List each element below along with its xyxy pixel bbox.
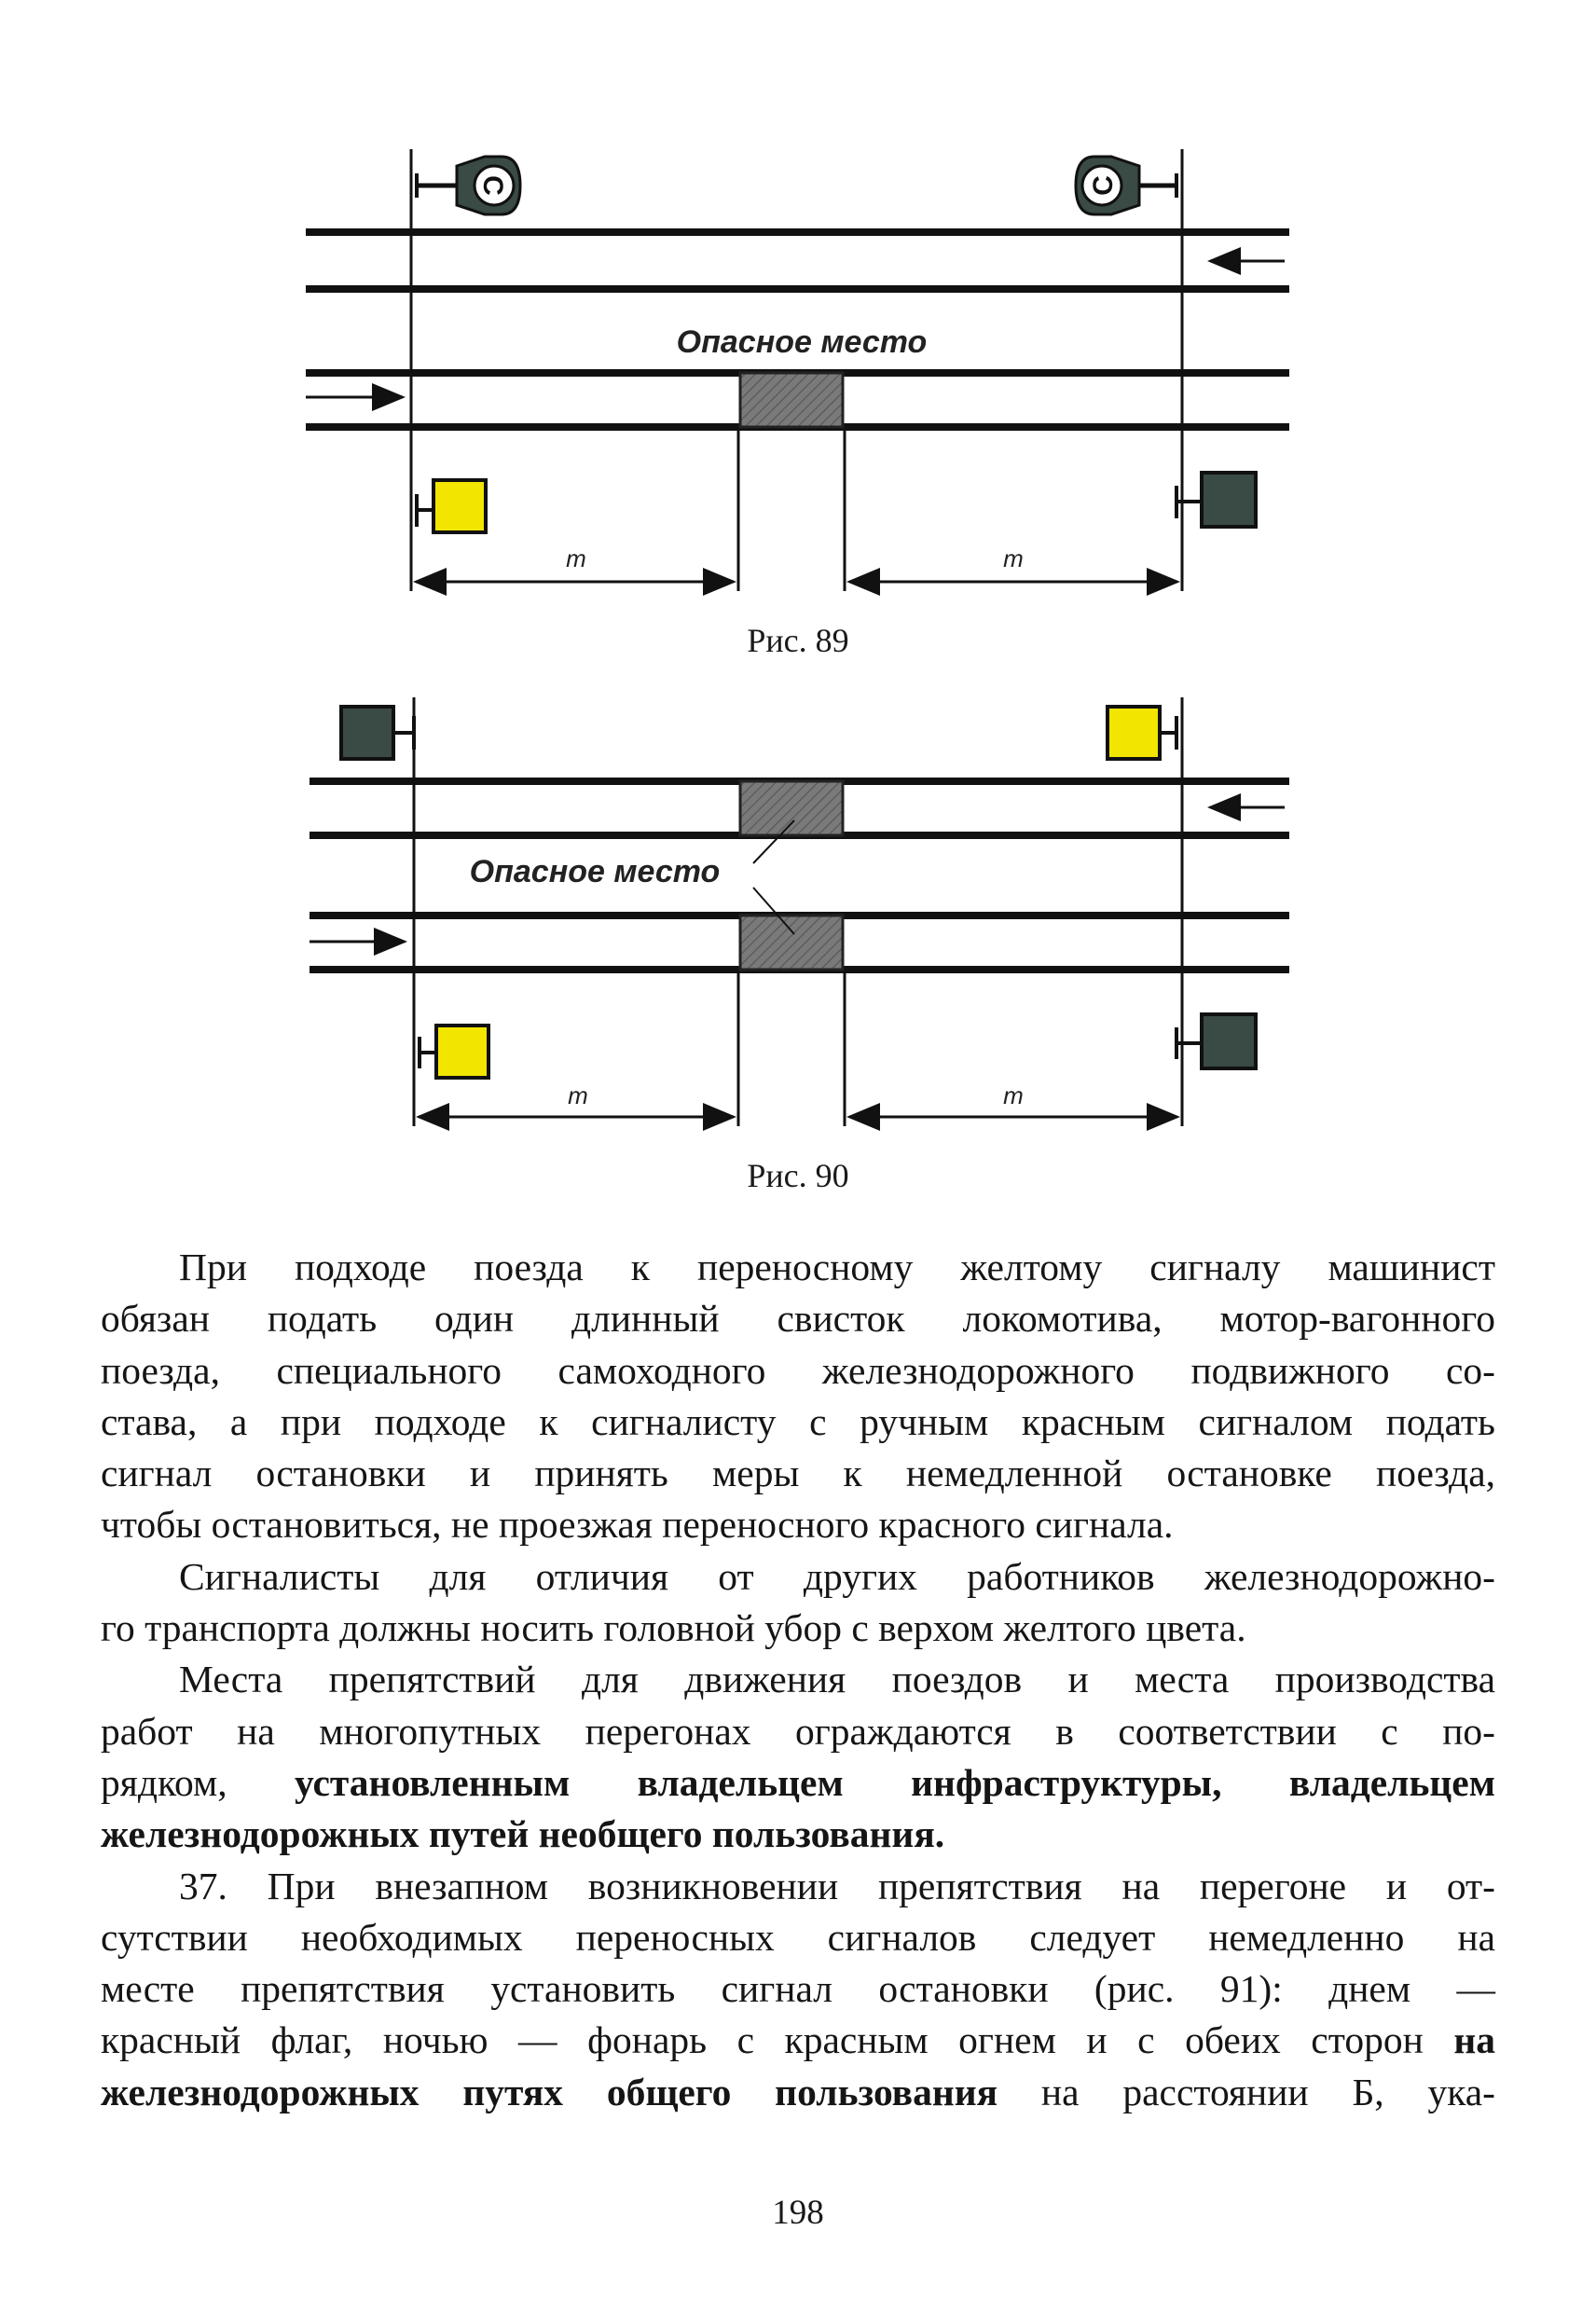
signalman-sign-icon [1076,157,1176,214]
distance-label: т [568,1081,588,1109]
text-line: става, а при подходе к сигналисту с ручным красным сигналом подать [101,1399,1495,1443]
text-line: 37. При внезапном возникновении препятствия на перегоне и от- [179,1864,1495,1907]
red-signal-icon [1176,1014,1256,1068]
distance-label: т [1003,1081,1024,1109]
text-line: Сигналисты для отличия от других работников железнодорожно- [179,1554,1495,1598]
svg-text:С: С [1088,175,1119,196]
text-line [101,1757,1495,1809]
bold-text: железнодорожных путей необщего пользования. [101,1812,945,1856]
danger-zone [740,916,843,970]
text-line: обязан подать один длинный свисток локомотива, мотор-вагонного [101,1297,1495,1341]
figure-caption: Рис. 90 [747,1157,849,1194]
text-line: работ на многопутных перегонах ограждаются в соответствии с по- [101,1709,1495,1753]
text-line: месте препятствия установить сигнал остановки (рис. 91): днем — [101,1967,1495,2011]
text-line: чтобы остановиться, не проезжая переносного красного сигнала. [101,1503,1174,1547]
text-line: Места препятствий для движения поездов и места производства [179,1658,1495,1701]
svg-text:С: С [477,175,508,196]
danger-zone [740,373,843,427]
text-span: рядком, [101,1760,295,1804]
bold-text: железнодорожных путях общего пользования [101,2070,998,2113]
text-line [101,2015,1495,2066]
distance-label: т [566,544,586,572]
page-number: 198 [772,2194,824,2232]
bold-text: на [1453,2018,1495,2062]
danger-label: Опасное место [676,324,928,360]
figure-90 [0,671,1596,1212]
body-text [101,1242,1495,2118]
distance-label: т [1003,544,1024,572]
yellow-signal-icon [1108,707,1176,759]
text-line: поезда, специального самоходного железнодорожного подвижного со- [101,1348,1495,1392]
signalman-sign-icon [417,157,520,214]
text-line: сутствии необходимых переносных сигналов следует немедленно на [101,1915,1495,1959]
yellow-signal-icon [417,480,486,532]
figure-89 [0,0,1596,671]
figure-caption: Рис. 89 [747,622,849,659]
figure-90-diagram [0,671,1596,1212]
text-line: го транспорта должны носить головной убор с верхом желтого цвета. [101,1606,1246,1650]
text-line: сигнал остановки и принять меры к немедленной остановке поезда, [101,1452,1495,1495]
text-line: При подходе поезда к переносному желтому сигналу машинист [179,1246,1495,1288]
text-line [101,2067,1495,2118]
danger-label: Опасное место [469,854,721,889]
text-line [101,1809,1495,1860]
figure-89-diagram [0,0,1596,671]
red-signal-icon [1176,473,1256,527]
danger-zone [740,781,843,835]
red-signal-icon [341,707,414,759]
bold-text: установленным владельцем инфраструктуры, владельцем [295,1760,1495,1804]
text-span: на расстоянии Б, ука- [998,2070,1495,2113]
yellow-signal-icon [420,1026,488,1078]
text-span: красный флаг, ночью — фонарь с красным огнем и с обеих сторон [101,2018,1454,2062]
